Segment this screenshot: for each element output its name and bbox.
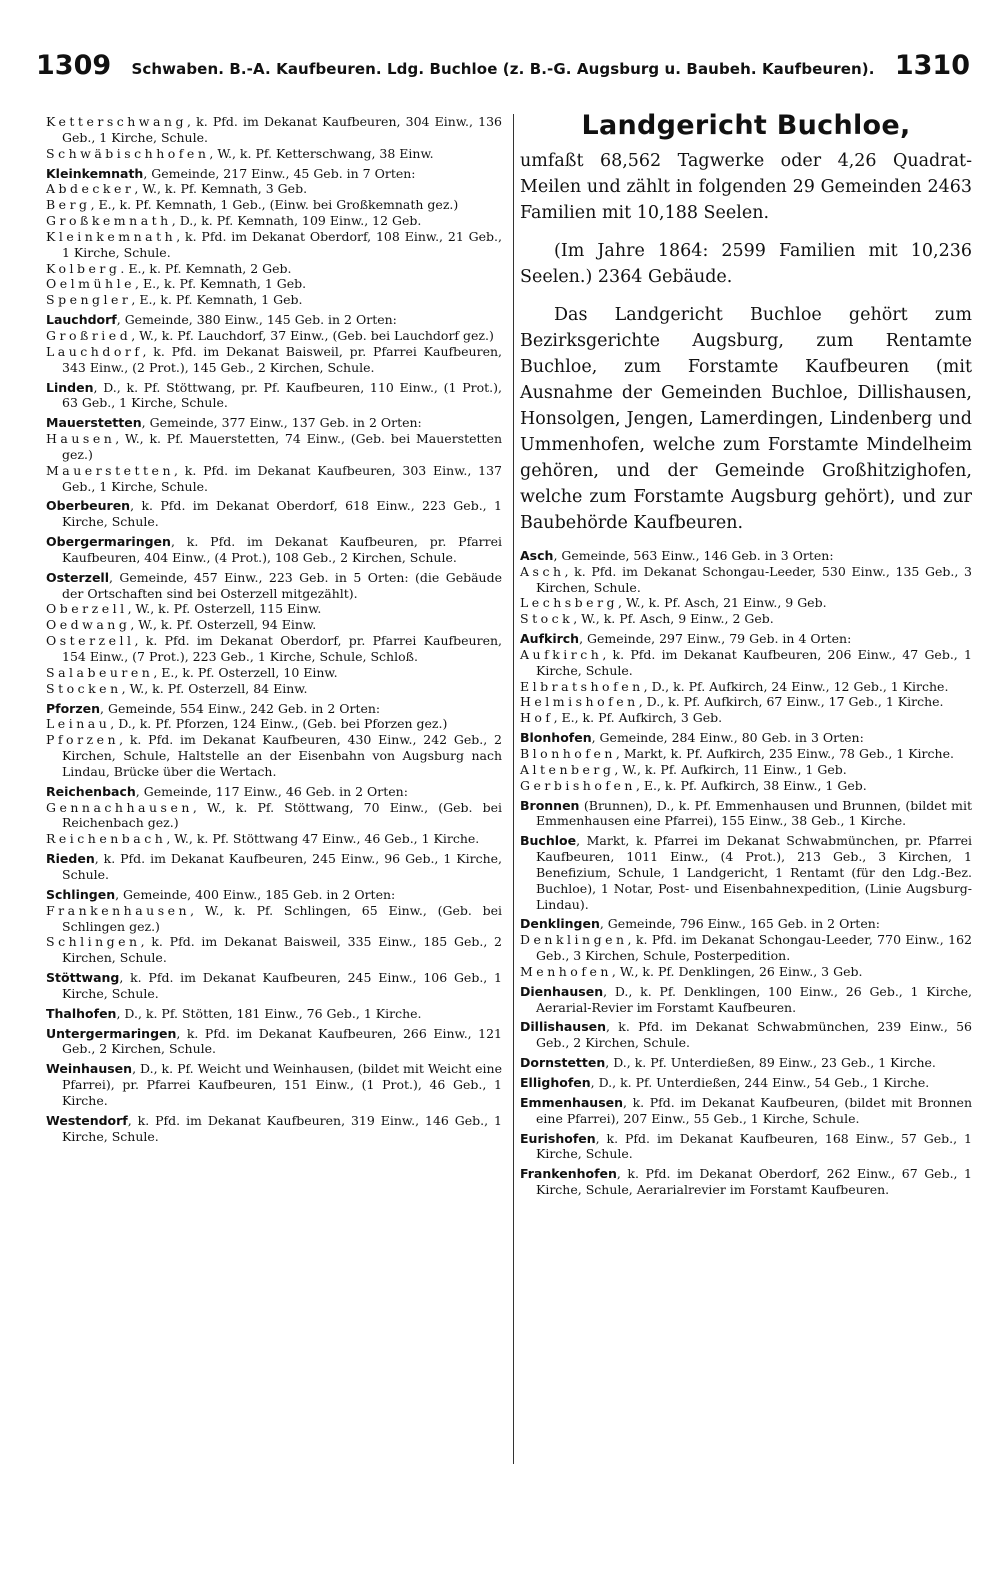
entry-details: , D., k. Pf. Aufkirch, 24 Einw., 12 Geb., 1 Kirche. [643, 678, 949, 694]
locality-name: Ketterschwang [46, 114, 187, 129]
municipality-name: Stöttwang [46, 970, 120, 986]
locality-name: Salabeuren [46, 664, 154, 680]
page-number-left: 1309 [36, 50, 112, 81]
locality-name: Osterzell [46, 633, 135, 649]
locality-entry [46, 276, 502, 292]
municipality-entry [46, 887, 502, 903]
locality-entry [46, 344, 502, 376]
locality-name: Oberzell [46, 601, 128, 617]
municipality-entry [520, 1055, 972, 1071]
locality-entry [46, 181, 502, 197]
municipality-name: Emmenhausen [520, 1094, 624, 1110]
locality-name: Altenberg [520, 761, 615, 777]
locality-entry [46, 903, 502, 935]
locality-name: Schlingen [46, 934, 141, 950]
locality-name: Leinau [46, 716, 111, 732]
entry-details: , W., k. Pf. Schlingen, 65 Einw., (Geb. bei Schlingen gez.) [62, 902, 502, 934]
entry-details: , k. Pfd. im Dekanat Kaufbeuren, 206 Einw., 47 Geb., 1 Kirche, Schule. [536, 646, 972, 678]
municipality-name: Asch [520, 547, 554, 563]
entry-details: , Markt, k. Pfarrei im Dekanat Schwabmünchen, pr. Pfarrei Kaufbeuren, 1011 Einw., (4 Prot.), 213 Geb., 3 Kirchen, 1 Benefizium, Schule, 1 Landgericht, 1 Rentamt (für den Ldg.-Bez. Buchloe), 1 Notar, Post- und Eisenbahnexpedition, (Linie Augsburg-Lindau). [536, 833, 972, 912]
locality-name: Mauerstetten [46, 462, 175, 478]
municipality-name: Weinhausen [46, 1061, 133, 1077]
municipality-entry [520, 1166, 972, 1198]
intro-paragraph-year: (Im Jahre 1864: 2599 Familien mit 10,236 Seelen.) 2364 Gebäude. [520, 240, 972, 287]
page-header [36, 50, 970, 90]
entry-details: , Gemeinde, 117 Einw., 46 Geb. in 2 Orten: [135, 783, 408, 799]
locality-entry [46, 463, 502, 495]
locality-name: Kleinkemnath [46, 228, 177, 244]
locality-name: Elbratshofen [520, 678, 644, 694]
locality-name: Großried [46, 327, 132, 343]
municipality-name: Dienhausen [520, 983, 604, 999]
locality-entry [46, 197, 502, 213]
locality-entry [46, 328, 502, 344]
locality-name: Denklingen [520, 932, 628, 948]
locality-entry [46, 732, 502, 780]
municipality-entry [46, 784, 502, 800]
locality-entry [46, 261, 502, 277]
municipality-name: Osterzell [46, 569, 110, 585]
locality-entry [46, 800, 502, 832]
intro-paragraph-jurisdiction: Das Landgericht Buchloe gehört zum Bezirksgerichte Augsburg, zum Rentamte Buchloe, zum Forstamte Kaufbeuren (mit Ausnahme der Gemeinden Buchloe, Dillishausen, Honsolgen, Jengen, Lamerdingen, Lindenberg und Ummenhofen, welche zum Forstamte Mindelheim gehören, und der Gemeinde Großhitzighofen, welche zum Forstamte Augsburg gehört), und zur Baubehörde Kaufbeuren. [520, 304, 972, 533]
entry-details: , k. Pfd. im Dekanat Kaufbeuren, 245 Einw., 96 Geb., 1 Kirche, Schule. [62, 851, 502, 882]
locality-name: Gerbishofen [520, 777, 636, 793]
municipality-name: Schlingen [46, 886, 116, 902]
entry-details: , Gemeinde, 563 Einw., 146 Geb. in 3 Orten: [553, 547, 834, 563]
entry-details: , k. Pfd. im Dekanat Kaufbeuren, pr. Pfarrei Kaufbeuren, 404 Einw., (4 Prot.), 108 Geb., 2 Kirchen, Schule. [62, 534, 502, 565]
entry-details: , Markt, k. Pf. Aufkirch, 235 Einw., 78 Geb., 1 Kirche. [615, 745, 954, 761]
municipality-name: Thalhofen [46, 1005, 117, 1021]
locality-entry [46, 681, 502, 697]
column-divider [513, 114, 514, 1464]
municipality-entry [520, 984, 972, 1016]
municipality-name: Linden [46, 379, 94, 395]
locality-name: Asch [520, 563, 565, 579]
entry-details: , W., k. Pf. Lauchdorf, 37 Einw., (Geb. bei Lauchdorf gez.) [131, 327, 494, 343]
entry-details: , Gemeinde, 377 Einw., 137 Geb. in 2 Orten: [141, 415, 422, 431]
locality-entry [520, 564, 972, 596]
municipality-entry [46, 166, 502, 182]
locality-entry [520, 647, 972, 679]
locality-name: Menhofen [520, 963, 612, 979]
locality-name: Reichenbach [46, 831, 167, 847]
locality-entry [520, 778, 972, 794]
municipality-entry [46, 570, 502, 602]
locality-entry [46, 716, 502, 732]
locality-name: Oedwang [46, 617, 131, 633]
entry-details: , D., k. Pf. Unterdießen, 244 Einw., 54 Geb., 1 Kirche. [590, 1075, 930, 1090]
entry-details: , k. Pfd. im Dekanat Kaufbeuren, 266 Einw., 121 Geb., 2 Kirchen, Schule. [62, 1025, 502, 1057]
entry-details: , E., k. Pf. Kemnath, 1 Geb. [131, 292, 303, 308]
municipality-name: Westendorf [46, 1112, 128, 1128]
entry-details: , Gemeinde, 457 Einw., 223 Geb. in 5 Orten: (die Gebäude der Ortschaften sind bei Osterzell mitgezählt). [62, 569, 502, 601]
locality-name: Stocken [46, 680, 122, 696]
entry-details: , k. Pfd. im Dekanat Kaufbeuren, (bildet mit Bronnen eine Pfarrei), 207 Einw., 55 Geb., 1 Kirche, Schule. [536, 1094, 972, 1126]
page-number-right: 1310 [894, 50, 970, 81]
locality-name: Gennachhausen [46, 799, 193, 815]
municipality-entry [520, 1095, 972, 1127]
municipality-entry [46, 415, 502, 431]
locality-name: Blonhofen [520, 745, 616, 761]
locality-name: Hof [520, 710, 554, 726]
entry-details: , W., k. Pf. Asch, 9 Einw., 2 Geb. [573, 611, 774, 627]
entry-details: , D., k. Pf. Aufkirch, 67 Einw., 17 Geb., 1 Kirche. [638, 694, 944, 710]
entry-details: , E., k. Pf. Kemnath, 1 Geb., (Einw. bei Großkemnath gez.) [90, 197, 459, 213]
locality-entry [46, 934, 502, 966]
entry-details: , Gemeinde, 284 Einw., 80 Geb. in 3 Orten: [591, 730, 864, 746]
entry-details: , E., k. Pf. Aufkirch, 38 Einw., 1 Geb. [635, 777, 867, 793]
municipality-name: Oberbeuren [46, 498, 131, 514]
entry-details: , k. Pfd. im Dekanat Schongau-Leeder, 770 Einw., 162 Geb., 3 Kirchen, Schule, Posterpedition. [536, 932, 972, 964]
locality-entry [520, 611, 972, 627]
municipality-entry [46, 970, 502, 1002]
locality-entry [46, 831, 502, 847]
left-column [46, 114, 502, 1144]
entry-details: , k. Pfd. im Dekanat Kaufbeuren, 304 Einw., 136 Geb., 1 Kirche, Schule. [62, 114, 502, 145]
entry-details: , k. Pfd. im Dekanat Oberdorf, 262 Einw., 67 Geb., 1 Kirche, Schule, Aerarialrevier im Forstamt Kaufbeuren. [536, 1166, 972, 1198]
entry-details: , W., k. Pf. Stöttwang 47 Einw., 46 Geb., 1 Kirche. [166, 831, 480, 847]
locality-entry [520, 679, 972, 695]
entry-details: , k. Pfd. im Dekanat Schongau-Leeder, 530 Einw., 135 Geb., 3 Kirchen, Schule. [536, 563, 972, 595]
entry-details: , W., k. Pf. Osterzell, 94 Einw. [130, 617, 317, 633]
entry-details: , k. Pfd. im Dekanat Oberdorf, pr. Pfarrei Kaufbeuren, 154 Einw., (7 Prot.), 223 Geb., 1 Kirche, Schule, Schloß. [62, 633, 502, 664]
locality-entry [46, 229, 502, 261]
municipality-name: Pforzen [46, 700, 101, 716]
locality-name: Helmishofen [520, 694, 639, 710]
municipality-name: Obergermaringen [46, 534, 171, 550]
entry-details: , D., k. Pf. Stöttwang, pr. Pf. Kaufbeuren, 110 Einw., (1 Prot.), 63 Geb., 1 Kirche, Schule. [62, 379, 502, 411]
locality-entry [46, 292, 502, 308]
entry-details: , D., k. Pf. Denklingen, 100 Einw., 26 Geb., 1 Kirche, Aerarial-Revier im Forstamt Kaufbeuren. [536, 983, 972, 1015]
entry-details: , D., k. Pf. Unterdießen, 89 Einw., 23 Geb., 1 Kirche. [605, 1055, 936, 1071]
municipality-name: Buchloe [520, 833, 577, 849]
municipality-name: Lauchdorf [46, 312, 117, 328]
entry-details: , D., k. Pf. Stötten, 181 Einw., 76 Geb., 1 Kirche. [116, 1005, 422, 1021]
entry-details: , Gemeinde, 400 Einw., 185 Geb. in 2 Orten: [115, 886, 396, 902]
entry-details: , k. Pfd. im Dekanat Kaufbeuren, 430 Einw., 242 Geb., 2 Kirchen, Schule, Haltstelle an der Eisenbahn von Augsburg nach Lindau, Brücke über die Wertach. [62, 732, 502, 779]
locality-entry [46, 431, 502, 463]
locality-entry [46, 617, 502, 633]
entry-details: . E., k. Pf. Kemnath, 2 Geb. [120, 260, 292, 276]
municipality-entry [46, 312, 502, 328]
municipality-entry [520, 548, 972, 564]
court-title: Landgericht Buchloe, [581, 110, 911, 141]
entry-details: , Gemeinde, 796 Einw., 165 Geb. in 2 Orten: [599, 916, 880, 932]
municipality-name: Bronnen [520, 797, 580, 813]
locality-entry [46, 665, 502, 681]
entry-details: , W., k. Pf. Stöttwang, 70 Einw., (Geb. bei Reichenbach gez.) [62, 799, 502, 831]
municipality-entry [520, 916, 972, 932]
entry-details: , W., k. Pf. Asch, 21 Einw., 9 Geb. [618, 595, 827, 611]
right-column [520, 110, 972, 1198]
municipality-entry [520, 730, 972, 746]
municipality-entry [46, 1061, 502, 1109]
municipality-entry [46, 1113, 502, 1145]
municipality-name: Untergermaringen [46, 1025, 177, 1041]
locality-name: Frankenhausen [46, 902, 191, 918]
entry-details: , k. Pfd. im Dekanat Oberdorf, 618 Einw., 223 Geb., 1 Kirche, Schule. [62, 498, 502, 530]
municipality-entry [46, 1026, 502, 1058]
municipality-entry [520, 798, 972, 830]
locality-entry [520, 932, 972, 964]
entry-details: , E., k. Pf. Aufkirch, 3 Geb. [553, 710, 723, 726]
locality-entry [520, 762, 972, 778]
entry-details: , Gemeinde, 380 Einw., 145 Geb. in 2 Orten: [116, 312, 397, 328]
municipality-entry [46, 1006, 502, 1022]
locality-entry [46, 213, 502, 229]
intro-paragraph-area: umfaßt 68,562 Tagwerke oder 4,26 Quadrat-Meilen und zählt in folgenden 29 Gemeinden 2463 Familien mit 10,188 Seelen. [520, 150, 972, 223]
locality-entry [520, 964, 972, 980]
locality-name: Berg [46, 197, 91, 213]
entry-details: , W., k. Pf. Aufkirch, 11 Einw., 1 Geb. [614, 761, 847, 777]
locality-name: Kolberg [46, 260, 121, 276]
entry-details: , D., k. Pf. Pforzen, 124 Einw., (Geb. bei Pforzen gez.) [110, 716, 448, 732]
locality-name: Lauchdorf [46, 343, 143, 359]
locality-name: Schwäbischhofen [46, 145, 210, 161]
entry-details: , k. Pfd. im Dekanat Kaufbeuren, 303 Einw., 137 Geb., 1 Kirche, Schule. [62, 462, 502, 494]
locality-name: Abdecker [46, 181, 135, 197]
entry-details: , W., k. Pf. Ketterschwang, 38 Einw. [209, 145, 434, 161]
locality-name: Lechsberg [520, 595, 619, 611]
entry-details: , W., k. Pf. Osterzell, 115 Einw. [127, 601, 322, 617]
entry-details: , E., k. Pf. Osterzell, 10 Einw. [153, 664, 338, 680]
municipality-name: Mauerstetten [46, 415, 142, 431]
locality-entry [46, 146, 502, 162]
entry-details: , k. Pfd. im Dekanat Schwabmünchen, 239 Einw., 56 Geb., 2 Kirchen, Schule. [536, 1019, 972, 1051]
entry-details: , W., k. Pf. Osterzell, 84 Einw. [121, 680, 308, 696]
municipality-name: Frankenhofen [520, 1166, 617, 1182]
entry-details: , k. Pfd. im Dekanat Baisweil, pr. Pfarrei Kaufbeuren, 343 Einw., (2 Prot.), 145 Geb., 2 Kirchen, Schule. [62, 343, 502, 375]
entry-details: , W., k. Pf. Kemnath, 3 Geb. [134, 181, 308, 197]
entry-details: , W., k. Pf. Denklingen, 26 Einw., 3 Geb. [611, 963, 863, 979]
municipality-entry [520, 1075, 972, 1091]
locality-name: Aufkirch [520, 646, 603, 662]
municipality-name: Aufkirch [520, 631, 580, 647]
entry-details: , D., k. Pf. Kemnath, 109 Einw., 12 Geb. [171, 213, 422, 229]
entry-details: , Gemeinde, 297 Einw., 79 Geb. in 4 Orten: [579, 631, 852, 647]
municipality-name: Rieden [46, 851, 95, 867]
municipality-name: Dornstetten [520, 1055, 606, 1071]
locality-name: Stock [520, 611, 574, 627]
municipality-entry [520, 631, 972, 647]
locality-entry [520, 595, 972, 611]
municipality-entry [46, 851, 502, 883]
entry-details: , E., k. Pf. Kemnath, 1 Geb. [135, 276, 307, 292]
municipality-entry [520, 833, 972, 912]
municipality-entry [46, 534, 502, 566]
entry-details: , Gemeinde, 554 Einw., 242 Geb. in 2 Orten: [100, 700, 381, 716]
locality-name: Pforzen [46, 732, 120, 748]
locality-entry [520, 746, 972, 762]
locality-entry [46, 633, 502, 665]
locality-entry [520, 694, 972, 710]
municipality-entry [46, 498, 502, 530]
municipality-entry [46, 701, 502, 717]
entry-details: , k. Pfd. im Dekanat Kaufbeuren, 319 Einw., 146 Geb., 1 Kirche, Schule. [62, 1112, 502, 1144]
locality-name: Spengler [46, 292, 132, 308]
municipality-entry [520, 1131, 972, 1163]
right-entries [520, 548, 972, 1198]
municipality-name: Denklingen [520, 916, 600, 932]
entry-details: (Brunnen), D., k. Pf. Emmenhausen und Brunnen, (bildet mit Emmenhausen eine Pfarrei), 155 Einw., 38 Geb., 1 Kirche. [536, 797, 972, 829]
locality-name: Oelmühle [46, 276, 135, 292]
municipality-name: Blonhofen [520, 730, 592, 746]
entry-details: , W., k. Pf. Mauerstetten, 74 Einw., (Geb. bei Mauerstetten gez.) [62, 431, 502, 462]
entry-details: , k. Pfd. im Dekanat Baisweil, 335 Einw., 185 Geb., 2 Kirchen, Schule. [62, 934, 502, 966]
locality-name: Hausen [46, 431, 116, 447]
municipality-name: Reichenbach [46, 783, 136, 799]
entry-details: , k. Pfd. im Dekanat Oberdorf, 108 Einw., 21 Geb., 1 Kirche, Schule. [62, 228, 502, 260]
locality-entry [46, 114, 502, 146]
running-title: Schwaben. B.-A. Kaufbeuren. Ldg. Buchloe (z. B.-G. Augsburg u. Baubeh. Kaufbeuren). [131, 60, 875, 78]
locality-entry [520, 710, 972, 726]
municipality-name: Eurishofen [520, 1130, 596, 1146]
municipality-name: Dillishausen [520, 1019, 607, 1035]
municipality-entry [520, 1019, 972, 1051]
locality-entry [46, 601, 502, 617]
municipality-name: Kleinkemnath [46, 165, 144, 181]
entry-details: , Gemeinde, 217 Einw., 45 Geb. in 7 Orten: [143, 165, 416, 181]
entry-details: , k. Pfd. im Dekanat Kaufbeuren, 168 Einw., 57 Geb., 1 Kirche, Schule. [536, 1130, 972, 1162]
entry-details: , D., k. Pf. Weicht und Weinhausen, (bildet mit Weicht eine Pfarrei), pr. Pfarrei Kaufbeuren, 151 Einw., (1 Prot.), 46 Geb., 1 Kirche. [62, 1061, 502, 1108]
entry-details: , k. Pfd. im Dekanat Kaufbeuren, 245 Einw., 106 Geb., 1 Kirche, Schule. [62, 970, 502, 1001]
municipality-name: Ellighofen [520, 1075, 591, 1090]
municipality-entry [46, 380, 502, 412]
locality-name: Großkemnath [46, 213, 172, 229]
